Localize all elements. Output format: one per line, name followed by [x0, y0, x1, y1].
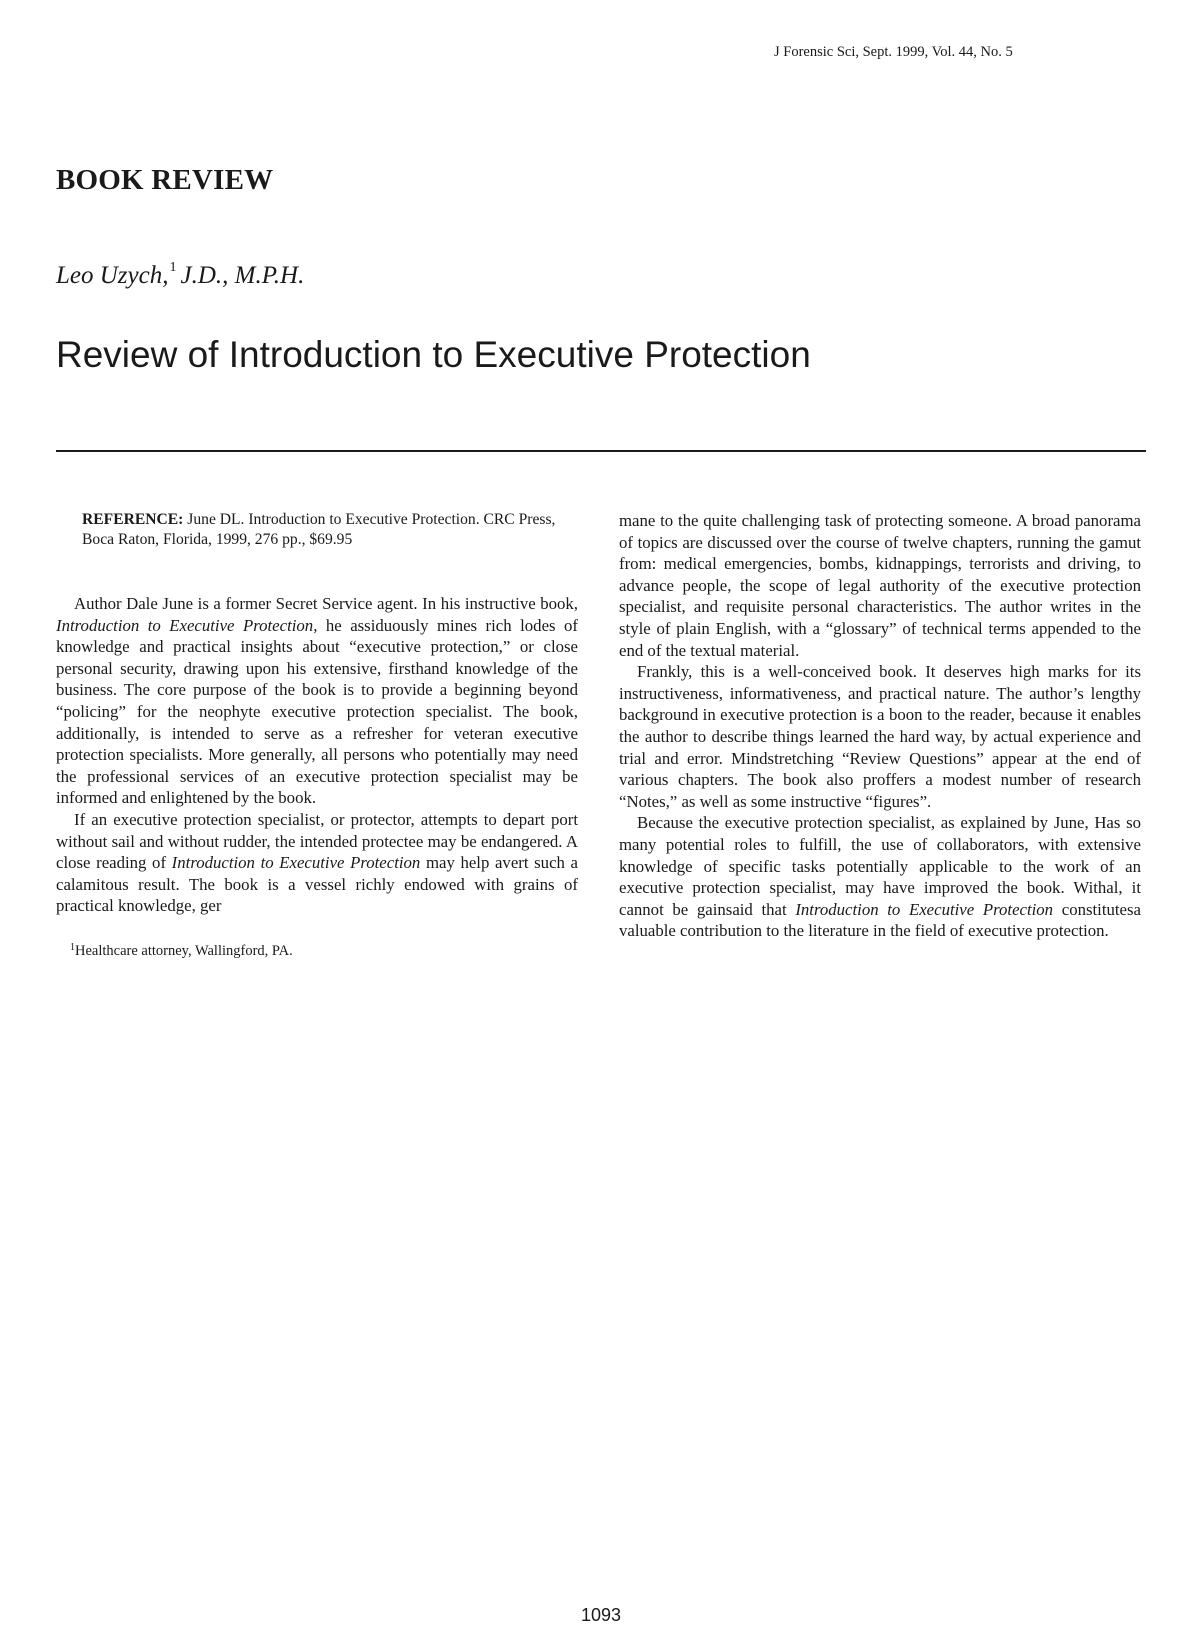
paragraph-1-text-b: he assiduously mines rich lodes of knowledge and practical insights about “executive protection,” or close personal security, drawing upon his extensive, firsthand knowledge of the business. The core purpose of the book is to provide a beginning beyond “policing” for the neophyte executive protection specialist. The book, additionally, is intended to serve as a refresher for veteran executive protection specialists. More generally, all persons who potentially may need the professional services of an executive protection specialist may be informed and enlightened by the book.: [56, 615, 579, 808]
paragraph-1-text-a: Author Dale June is a former Secret Service agent. In his instructive book,: [74, 594, 578, 613]
paragraph-3: mane to the quite challenging task of protecting someone. A broad panorama of topics are discussed over the course of twelve chapters, running the gamut from: medical emergencies, bombs, kidnappings, terrorists and driving, to advance people, the scope of legal authority of the executive protection specialist, and requisite personal characteristics. The author writes in the style of plain English, with a “glossary” of technical terms appended to the end of the textual material.: [619, 511, 1141, 660]
page-number: 1093: [581, 1605, 622, 1625]
title-divider: [56, 450, 1146, 452]
reference-block: [56, 510, 578, 550]
book-title-italic: Introduction to Executive Protection: [795, 899, 1054, 919]
paragraph-2-text-b: may help avert such a calamitous result. The book is a vessel richly endowed with grains of practical knowledge, ger: [56, 853, 578, 916]
author-name: Leo Uzych,: [56, 262, 169, 289]
running-head: J Forensic Sci, Sept. 1999, Vol. 44, No. 5: [774, 44, 1013, 60]
author-degrees: J.D., M.P.H.: [180, 262, 305, 289]
footnote-mark: 1: [70, 941, 75, 953]
footnote: [56, 939, 578, 960]
author-line: [56, 260, 304, 290]
article-title: Review of Introduction to Executive Protection: [56, 334, 811, 375]
book-title-italic: Introduction to Executive Protection,: [56, 615, 318, 635]
paragraph-2-text-a: If an executive protection specialist, or protector, attempts to depart port without sail and without rudder, the intended protectee may be endangered. A close reading of: [56, 809, 578, 873]
reference-label: REFERENCE:: [82, 511, 184, 528]
right-column: [619, 510, 1141, 942]
left-column: [56, 510, 578, 960]
reference-citation: June DL. Introduction to Executive Protection. CRC Press, Boca Raton, Florida, 1999, 276 pp., $69.95: [82, 511, 556, 548]
paragraph-5: [619, 812, 1141, 942]
book-title-italic: Introduction to Executive Protection: [171, 853, 421, 873]
author-footnote-mark: 1: [169, 260, 177, 275]
section-label: BOOK REVIEW: [56, 164, 274, 196]
paragraph-4: Frankly, this is a well-conceived book. It deserves high marks for its instructiveness, informativeness, and practical nature. The author’s lengthy background in executive protection is a boon to the reader, because it enables the author to describe things learned the hard way, by actual experience and trial and error. Mindstretching “Review Questions” appear at the end of various chapters. The book also proffers a modest number of research “Notes,” as well as some instructive “figures”.: [619, 662, 1141, 811]
footnote-text: Healthcare attorney, Wallingford, PA.: [75, 942, 293, 959]
paragraph-1: [56, 593, 578, 809]
paragraph-5-text-a: Because the executive protection specialist, as explained by June, Has so many potential roles to fulfill, the use of collaborators, with extensive knowledge of specific tasks potentially applicable to the work of an executive protection specialist, may have improved the book. Withal, it cannot be gainsaid that: [619, 813, 1141, 919]
paragraph-2: [56, 809, 578, 917]
paragraph-5-text-b: constitutesa valuable contribution to the literature in the field of executive protection.: [619, 899, 1141, 941]
